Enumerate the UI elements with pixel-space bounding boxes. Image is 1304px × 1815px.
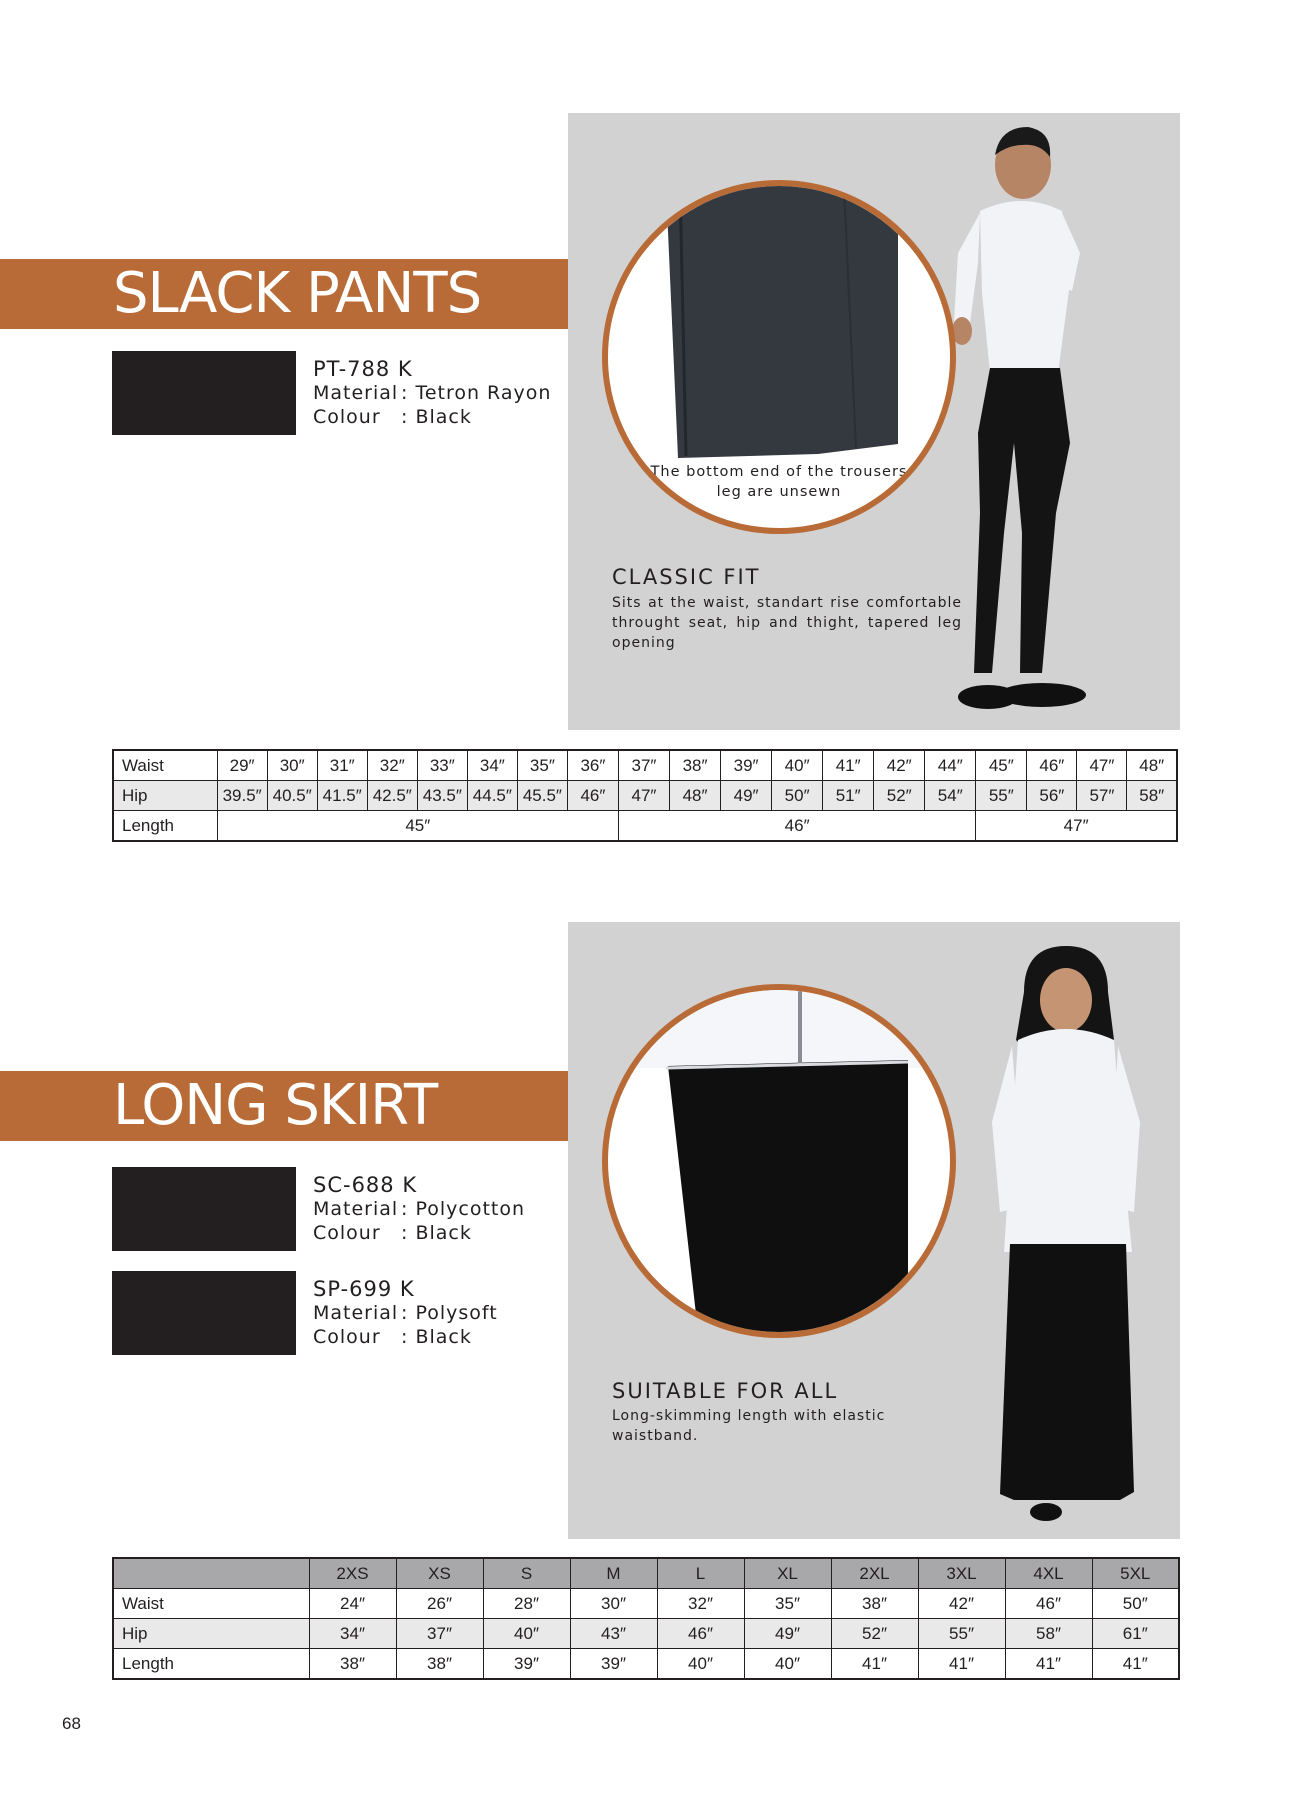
slack-photo-panel: [568, 113, 1180, 730]
table-cell: M: [570, 1558, 657, 1589]
table-cell: 5XL: [1092, 1558, 1179, 1589]
table-cell: 52″: [831, 1619, 918, 1649]
table-cell: XL: [744, 1558, 831, 1589]
feature-description: Sits at the waist, standart rise comfortable throught seat, hip and thight, tapered leg opening: [612, 595, 962, 651]
table-cell: 38″: [670, 750, 721, 781]
table-cell: 34″: [309, 1619, 396, 1649]
length-row-label: Length: [113, 1649, 309, 1680]
product-code: PT-788 K: [313, 357, 413, 381]
table-cell: 30″: [570, 1589, 657, 1619]
table-cell: 41.5″: [317, 781, 367, 811]
circle-caption-line-1: The bottom end of the trousers: [650, 464, 908, 480]
colour-value: : Black: [401, 1222, 472, 1244]
table-cell: 33″: [417, 750, 467, 781]
table-cell: 52″: [874, 781, 925, 811]
table-cell: 51″: [823, 781, 874, 811]
table-cell: 46″: [1027, 750, 1077, 781]
table-cell: 41″: [831, 1649, 918, 1680]
waist-row-label: Waist: [113, 1589, 309, 1619]
table-cell: 29″: [217, 750, 267, 781]
fabric-detail-circle: [602, 984, 956, 1338]
table-cell: 38″: [396, 1649, 483, 1680]
feature-title: CLASSIC FIT: [612, 565, 761, 589]
table-cell: 37″: [396, 1619, 483, 1649]
table-cell: 44″: [925, 750, 976, 781]
male-model-photo: [930, 113, 1180, 730]
table-cell: 32″: [367, 750, 417, 781]
colour-label: Colour: [313, 406, 381, 428]
table-cell: 36″: [567, 750, 618, 781]
table-cell: 41″: [1092, 1649, 1179, 1680]
female-model-photo: [962, 922, 1162, 1539]
circle-caption-line-2: leg are unsewn: [716, 484, 842, 500]
table-cell: 61″: [1092, 1619, 1179, 1649]
table-cell: 39″: [721, 750, 772, 781]
waist-row: [113, 750, 1177, 781]
table-cell: 41″: [1005, 1649, 1092, 1680]
table-cell: 35″: [744, 1589, 831, 1619]
table-cell: 4XL: [1005, 1558, 1092, 1589]
table-cell: 55″: [918, 1619, 1005, 1649]
table-cell: 47″: [618, 781, 669, 811]
table-cell: 42″: [874, 750, 925, 781]
table-cell: 45″: [217, 811, 618, 842]
table-cell: 41″: [823, 750, 874, 781]
colour-swatch: [112, 1271, 296, 1355]
skirt-size-table: [112, 1557, 1180, 1680]
circle-caption: [608, 462, 950, 502]
table-cell: 2XS: [309, 1558, 396, 1589]
product-code: SP-699 K: [313, 1277, 415, 1301]
waist-row: [113, 1589, 1179, 1619]
product-code: SC-688 K: [313, 1173, 418, 1197]
table-cell: 28″: [483, 1589, 570, 1619]
material-value: : Polycotton: [401, 1198, 526, 1220]
section-banner-skirt: [0, 1071, 568, 1141]
table-cell: 41″: [918, 1649, 1005, 1680]
table-cell: 58″: [1005, 1619, 1092, 1649]
table-cell: 40″: [657, 1649, 744, 1680]
table-cell: 30″: [267, 750, 317, 781]
table-cell: 57″: [1077, 781, 1127, 811]
table-cell: 40″: [772, 750, 823, 781]
product-spec: [313, 1173, 525, 1245]
skirt-photo-panel: [568, 922, 1180, 1539]
table-cell: 39″: [483, 1649, 570, 1680]
table-cell: 47″: [976, 811, 1177, 842]
section-banner-slack: [0, 259, 568, 329]
table-cell: 40″: [744, 1649, 831, 1680]
table-cell: 46″: [657, 1619, 744, 1649]
material-label: Material: [313, 382, 399, 404]
fabric-detail-circle: [602, 180, 956, 534]
table-cell: 42″: [918, 1589, 1005, 1619]
table-cell: 32″: [657, 1589, 744, 1619]
table-cell: L: [657, 1558, 744, 1589]
material-value: : Polysoft: [401, 1302, 498, 1324]
feature-title: SUITABLE FOR ALL: [612, 1379, 839, 1403]
slack-size-table: [112, 749, 1178, 842]
length-row: [113, 1649, 1179, 1680]
table-cell: 35″: [517, 750, 567, 781]
skirt-waist-detail-image: [608, 990, 950, 1332]
table-cell: 58″: [1127, 781, 1177, 811]
table-cell: 48″: [670, 781, 721, 811]
table-cell: 43.5″: [417, 781, 467, 811]
table-cell: 31″: [317, 750, 367, 781]
page-number: 68: [62, 1714, 81, 1733]
colour-value: : Black: [401, 1326, 472, 1348]
table-cell: 44.5″: [467, 781, 517, 811]
colour-value: : Black: [401, 406, 472, 428]
colour-label: Colour: [313, 1326, 381, 1348]
hip-row: [113, 1619, 1179, 1649]
table-cell: 42.5″: [367, 781, 417, 811]
table-cell: 3XL: [918, 1558, 1005, 1589]
table-cell: 48″: [1127, 750, 1177, 781]
table-cell: 34″: [467, 750, 517, 781]
table-cell: 2XL: [831, 1558, 918, 1589]
table-cell: 46″: [567, 781, 618, 811]
table-cell: 39.5″: [217, 781, 267, 811]
product-spec: [313, 1277, 498, 1349]
hip-row-label: Hip: [113, 1619, 309, 1649]
table-corner-cell: [113, 1558, 309, 1589]
length-row-label: Length: [113, 811, 217, 842]
table-cell: 54″: [925, 781, 976, 811]
feature-description: Long-skimming length with elastic waistband.: [612, 1408, 886, 1444]
table-cell: 50″: [1092, 1589, 1179, 1619]
material-value: : Tetron Rayon: [401, 382, 552, 404]
table-cell: 55″: [976, 781, 1027, 811]
table-cell: S: [483, 1558, 570, 1589]
section-title-slack: SLACK PANTS: [113, 261, 482, 326]
table-cell: 39″: [570, 1649, 657, 1680]
table-cell: 45″: [976, 750, 1027, 781]
table-cell: 46″: [618, 811, 975, 842]
hip-row-label: Hip: [113, 781, 217, 811]
material-label: Material: [313, 1302, 399, 1324]
table-cell: 47″: [1077, 750, 1127, 781]
table-cell: 49″: [744, 1619, 831, 1649]
table-cell: 43″: [570, 1619, 657, 1649]
product-spec: [313, 357, 551, 429]
section-title-skirt: LONG SKIRT: [113, 1073, 438, 1138]
colour-label: Colour: [313, 1222, 381, 1244]
table-cell: 50″: [772, 781, 823, 811]
length-row: [113, 811, 1177, 842]
size-header-row: [113, 1558, 1179, 1589]
colour-swatch: [112, 351, 296, 435]
table-cell: 26″: [396, 1589, 483, 1619]
table-cell: 49″: [721, 781, 772, 811]
waist-row-label: Waist: [113, 750, 217, 781]
table-cell: 24″: [309, 1589, 396, 1619]
colour-swatch: [112, 1167, 296, 1251]
table-cell: 56″: [1027, 781, 1077, 811]
table-cell: 40″: [483, 1619, 570, 1649]
hip-row: [113, 781, 1177, 811]
table-cell: XS: [396, 1558, 483, 1589]
table-cell: 46″: [1005, 1589, 1092, 1619]
table-cell: 38″: [831, 1589, 918, 1619]
material-label: Material: [313, 1198, 399, 1220]
table-cell: 37″: [618, 750, 669, 781]
table-cell: 40.5″: [267, 781, 317, 811]
table-cell: 45.5″: [517, 781, 567, 811]
table-cell: 38″: [309, 1649, 396, 1680]
